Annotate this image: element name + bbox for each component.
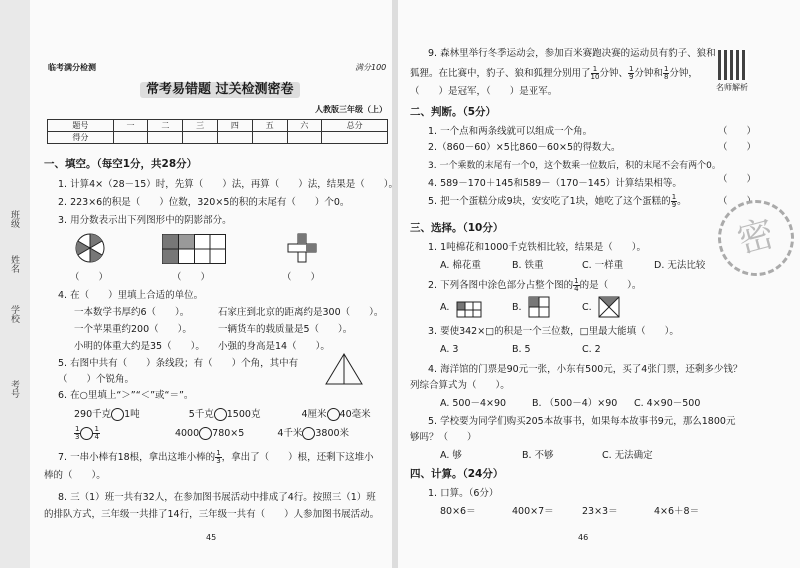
- fraction: $\frac{1}{9}$: [628, 65, 634, 81]
- question-6: 6. 在○里填上“＞”“＜”或“＝”。: [58, 390, 194, 401]
- fraction: $\frac{1}{8}$: [663, 65, 669, 81]
- judge-3: 3. 一个乘数的末尾有一个0，这个数乘一位数后，积的末尾不会有两个0。: [428, 161, 721, 171]
- question-9: 9. 森林里举行冬季运动会，参加百米赛跑决赛的运动员有豹子、狼和: [428, 48, 716, 59]
- binding-label-class: 班级: [9, 210, 19, 228]
- fraction: $\frac{1}{3}$: [216, 449, 221, 465]
- score-cell: 六: [287, 120, 322, 132]
- choice-5: 5. 学校要为同学们购买205本故事书，如果每本故事书9元，那么1800元: [428, 416, 736, 427]
- calc-1-heading: 1. 口算。（6分）: [428, 488, 499, 499]
- score-input-cell[interactable]: [287, 132, 322, 144]
- score-input-cell[interactable]: [183, 132, 218, 144]
- compare-circle[interactable]: [214, 408, 227, 421]
- score-input-cell[interactable]: [252, 132, 287, 144]
- qr-code-icon[interactable]: [718, 50, 748, 80]
- judge-1-answer[interactable]: （ ）: [718, 126, 757, 137]
- choice-3-option-a[interactable]: A. 3: [440, 344, 459, 355]
- question-3: 3. 用分数表示出下列图形中的阴影部分。: [58, 215, 232, 226]
- choice-1-option-c[interactable]: C. 一样重: [582, 260, 624, 271]
- judge-3-answer[interactable]: （ ）: [718, 174, 757, 185]
- choice-4: 4. 海洋馆的门票是90元一张，小东有500元，买了4张门票，还剩多少钱？: [428, 364, 743, 375]
- binding-label-name: 姓名: [9, 255, 19, 273]
- judge-4: 4. 589－170＋145和589－（170－145）计算结果相等。: [428, 178, 682, 189]
- judge-2: 2.（860－60）×5比860－60×5的得数大。: [428, 142, 621, 153]
- fraction: $\frac{1}{3}$: [75, 425, 80, 441]
- judge-1: 1. 一个点和两条线就可以组成一个角。: [428, 126, 593, 137]
- choice-2: 2. 下列各图中涂色部分占整个图的 $\frac{1}{4}$的是（ ）。: [428, 277, 642, 293]
- question-7: 7. 一串小棒有18根，拿出这堆小棒的 $\frac{1}{3}$，拿出了（ ）根，还剩下这堆小: [58, 449, 374, 465]
- q4-item-a: 一本数学书厚约6（ ）。: [74, 307, 190, 318]
- fraction: $\frac{1}{4}$: [94, 425, 99, 441]
- choice-3: 3. 要使342×□的积是一个三位数，□里最大能填（ ）。: [428, 326, 679, 337]
- square-figure: [528, 296, 550, 318]
- question-9-end: （ ）是冠军，（ ）是亚军。: [410, 86, 558, 97]
- choice-1: 1. 1吨棉花和1000千克铁相比较，结果是（ ）。: [428, 242, 647, 253]
- score-table: [47, 119, 388, 144]
- question-9-cont: 狐狸。在比赛中，豹子、狼和狐狸分别用了 $\frac{1}{10}$分钟、 $\frac{1}{9}$分钟和 $\frac{1}{8}$分钟，: [410, 65, 698, 81]
- score-cell: 得分: [48, 132, 114, 144]
- cross-figure: [286, 232, 318, 264]
- page-number-left: 45: [206, 533, 217, 542]
- score-cell: 五: [252, 120, 287, 132]
- q4-item-c: 一个苹果重约200（ ）。: [74, 324, 192, 335]
- score-cell: 题号: [48, 120, 114, 132]
- score-cell: 四: [217, 120, 252, 132]
- q4-item-d: 一辆货车的载质量是5（ ）。: [218, 324, 353, 335]
- score-cell: 一: [113, 120, 148, 132]
- edition-label: 人教版三年级（上）: [315, 105, 387, 114]
- judge-4-answer[interactable]: （ ）: [718, 196, 757, 207]
- section-judge-heading: 二、判断。（5分）: [410, 106, 497, 118]
- pie-figure: [74, 232, 106, 264]
- choice-4-option-c[interactable]: C. 4×90－500: [634, 398, 701, 409]
- q6-row-1: 290千克 1吨 5千克 1500克 4厘米 40毫米: [74, 409, 371, 420]
- q3-answer-blank-3[interactable]: （ ）: [282, 272, 321, 283]
- judge-5: 5. 把一个蛋糕分成9块，安安吃了1块，她吃了这个蛋糕的 $\frac{1}{9}$。: [428, 193, 687, 209]
- question-2: 2. 223×6的积是（ ）位数，320×5的积的末尾有（ ）个0。: [58, 197, 350, 208]
- diamond-figure: [598, 296, 620, 318]
- score-value-row: [48, 132, 388, 144]
- choice-5-option-b[interactable]: B. 不够: [522, 450, 554, 461]
- calc-item[interactable]: 23×3＝: [582, 506, 618, 517]
- question-5: 5. 右图中共有（ ）条线段；有（ ）个角，其中有: [58, 358, 299, 369]
- compare-circle[interactable]: [302, 427, 315, 440]
- triangle-figure: [324, 352, 364, 386]
- fraction: $\frac{1}{4}$: [574, 277, 579, 293]
- compare-circle[interactable]: [327, 408, 340, 421]
- score-input-cell[interactable]: [148, 132, 183, 144]
- choice-4-option-a[interactable]: A. 500－4×90: [440, 398, 507, 409]
- cubes-figure: [456, 296, 484, 318]
- qr-label: 名师解析: [716, 83, 748, 92]
- compare-circle[interactable]: [80, 427, 93, 440]
- score-label: 满分100: [355, 63, 387, 72]
- q4-item-b: 石家庄到北京的距离约是300（ ）。: [218, 307, 384, 318]
- choice-4-option-b[interactable]: B. （500－4）×90: [532, 398, 618, 409]
- choice-2-option-c[interactable]: C.: [582, 302, 592, 313]
- confidential-seal: 密: [709, 191, 800, 284]
- choice-1-option-d[interactable]: D. 无法比较: [654, 260, 706, 271]
- calc-item[interactable]: 80×6＝: [440, 506, 476, 517]
- choice-2-option-b[interactable]: B.: [512, 302, 522, 313]
- score-input-cell[interactable]: [322, 132, 388, 144]
- series-label: 临考满分检测: [48, 63, 96, 72]
- binding-label-school: 学校: [9, 305, 19, 323]
- question-8-cont: 的排队方式，三年级一共排了14行，三年级一共有（ ）人参加图书展活动。: [44, 509, 380, 520]
- question-7-cont: 棒的（ ）。: [44, 470, 106, 481]
- q4-item-e: 小明的体重大约是35（ ）。: [74, 341, 205, 352]
- choice-5-option-a[interactable]: A. 够: [440, 450, 462, 461]
- question-1: 1. 计算4×（28－15）时，先算（ ）法，再算（ ）法，结果是（ ）。: [58, 179, 399, 190]
- choice-5-option-c[interactable]: C. 无法确定: [602, 450, 653, 461]
- choice-3-option-c[interactable]: C. 2: [582, 344, 601, 355]
- fraction: $\frac{1}{10}$: [590, 65, 600, 81]
- choice-1-option-b[interactable]: B. 铁重: [512, 260, 544, 271]
- score-input-cell[interactable]: [113, 132, 148, 144]
- grid-figure: [162, 234, 226, 264]
- section-calc-heading: 四、计算。（24分）: [410, 468, 504, 480]
- choice-3-option-b[interactable]: B. 5: [512, 344, 531, 355]
- compare-circle[interactable]: [111, 408, 124, 421]
- section-fill-heading: 一、填空。（每空1分，共28分）: [44, 158, 198, 170]
- q3-answer-blank-2[interactable]: （ ）: [172, 272, 211, 283]
- choice-4-cont: 列综合算式为（ ）。: [410, 380, 510, 391]
- compare-circle[interactable]: [199, 427, 212, 440]
- score-header-row: [48, 120, 388, 132]
- score-input-cell[interactable]: [217, 132, 252, 144]
- score-cell: 总分: [322, 120, 388, 132]
- question-8: 8. 三（1）班一共有32人，在参加图书展活动中排成了4行。按照三（1）班: [58, 492, 376, 503]
- q6-row-2: $\frac{1}{3}$ $\frac{1}{4} 4000$ 780×5 4千米 3800米: [75, 425, 350, 441]
- q4-item-f: 小强的身高是14（ ）。: [218, 341, 330, 352]
- section-choice-heading: 三、选择。（10分）: [410, 222, 504, 234]
- calc-item[interactable]: 400×7＝: [512, 506, 554, 517]
- q3-answer-blank-1[interactable]: （ ）: [70, 272, 109, 283]
- page-number-right: 46: [578, 533, 589, 542]
- judge-2-answer[interactable]: （ ）: [718, 142, 757, 153]
- choice-1-option-a[interactable]: A. 棉花重: [440, 260, 481, 271]
- calc-item[interactable]: 4×6＋8＝: [654, 506, 700, 517]
- score-cell: 二: [148, 120, 183, 132]
- fraction: $\frac{1}{9}$: [671, 193, 677, 209]
- question-5-cont: （ ）个锐角。: [58, 374, 135, 385]
- choice-5-cont: 够吗？（ ）: [410, 432, 477, 443]
- question-4: 4. 在（ ）里填上合适的单位。: [58, 290, 204, 301]
- score-cell: 三: [183, 120, 218, 132]
- binding-label-examno: 考号: [9, 380, 19, 398]
- binding-strip: [0, 0, 31, 568]
- page-title: 常考易错题 过关检测密卷: [140, 82, 300, 98]
- choice-2-option-a[interactable]: A.: [440, 302, 450, 313]
